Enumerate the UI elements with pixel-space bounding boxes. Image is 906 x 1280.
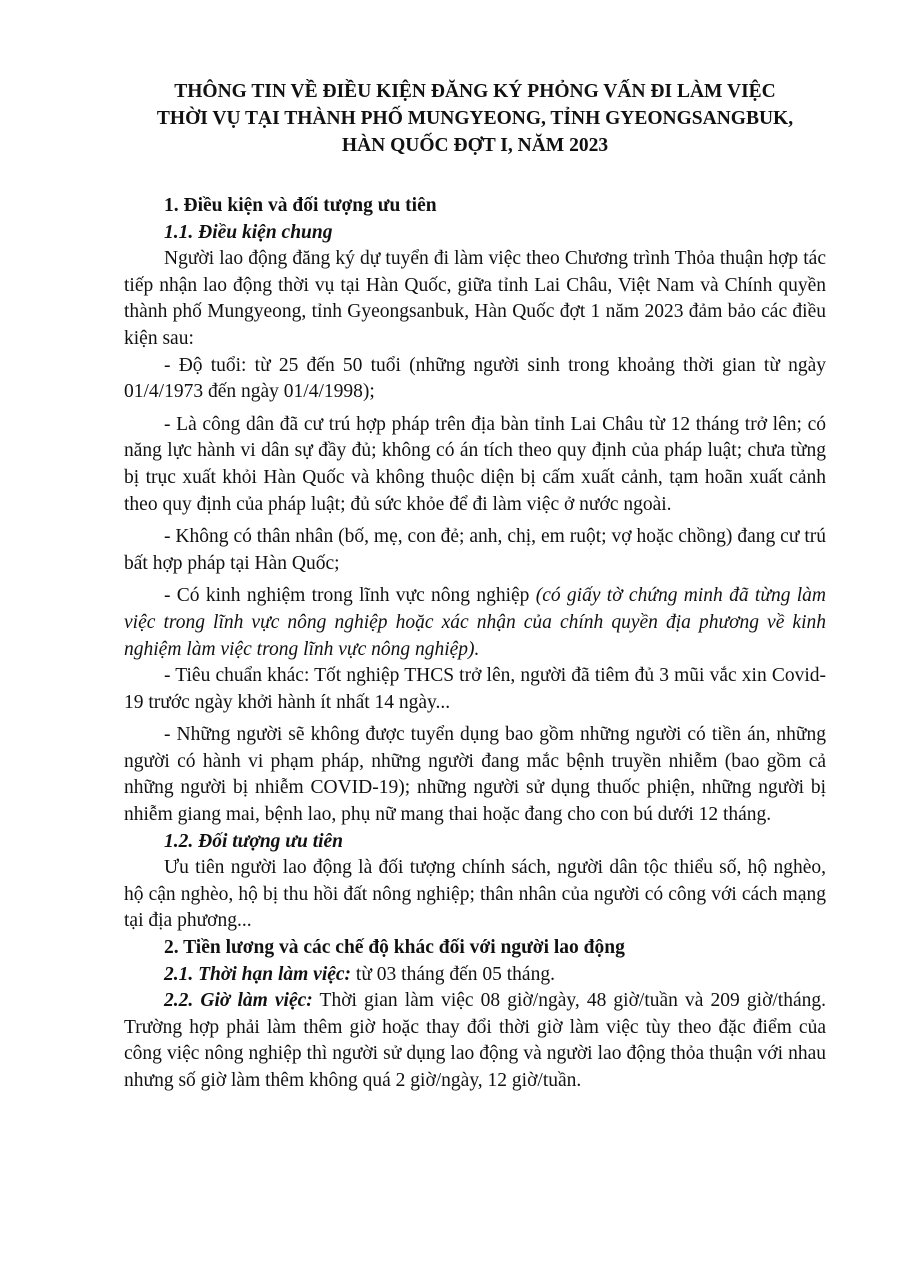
condition-other: - Tiêu chuẩn khác: Tốt nghiệp THCS trở lên, người đã tiêm đủ 3 mũi vắc xin Covid-19 trước ngày khởi hành ít nhất 14 ngày... <box>124 665 826 713</box>
work-term-label: 2.1. Thời hạn làm việc: <box>164 963 352 985</box>
condition-experience-note: (có giấy tờ chứng minh đã từng làm việc trong lĩnh vực nông nghiệp hoặc xác nhận của chính quyền địa phương về kinh nghiệm làm việc trong lĩnh vực nông nghiệp). <box>124 585 827 660</box>
condition-age: - Độ tuổi: từ 25 đến 50 tuổi (những người sinh trong khoảng thời gian từ ngày 01/4/1973 đến ngày 01/4/1998); <box>124 354 826 403</box>
condition-citizen: - Là công dân đã cư trú hợp pháp trên địa bàn tỉnh Lai Châu từ 12 tháng trở lên; có năng lực hành vi dân sự đầy đủ; không có án tích theo quy định của pháp luật; chưa từng bị trục xuất khỏi Hàn Quốc và không thuộc diện bị cấm xuất cảnh, tạm hoãn xuất cảnh theo quy định của pháp luật; đủ sức khỏe để đi làm việc ở nước ngoài. <box>124 413 826 515</box>
condition-relatives: - Không có thân nhân (bố, mẹ, con đẻ; anh, chị, em ruột; vợ hoặc chồng) đang cư trú bất hợp pháp tại Hàn Quốc; <box>124 526 826 574</box>
section-1-heading: 1. Điều kiện và đối tượng ưu tiên <box>164 195 437 216</box>
work-term-value: từ 03 tháng đến 05 tháng. <box>351 963 555 985</box>
condition-experience <box>124 583 826 663</box>
section-1-1-heading: 1.1. Điều kiện chung <box>164 221 333 243</box>
work-hours <box>124 988 826 1094</box>
priority-body: Ưu tiên người lao động là đối tượng chính sách, người dân tộc thiểu số, hộ nghèo, hộ cận nghèo, hộ bị thu hồi đất nông nghiệp; thân nhân của người có công với cách mạng tại địa phương... <box>124 857 826 932</box>
document-page <box>124 78 826 1095</box>
title-line-2: THỜI VỤ TẠI THÀNH PHỐ MUNGYEONG, TỈNH GYEONGSANGBUK, <box>156 108 794 129</box>
work-term <box>124 962 826 989</box>
document-title <box>124 78 826 159</box>
work-hours-label: 2.2. Giờ làm việc: <box>164 990 313 1012</box>
section-1-2-heading: 1.2. Đối tượng ưu tiên <box>164 830 344 852</box>
general-conditions-intro: Người lao động đăng ký dự tuyển đi làm việc theo Chương trình Thỏa thuận hợp tác tiếp nhận lao động thời vụ tại Hàn Quốc, giữa tỉnh Lai Châu, Việt Nam và Chính quyền thành phố Mungyeong, tỉnh Gyeongsanbuk, Hàn Quốc đợt 1 năm 2023 đảm bảo các điều kiện sau: <box>124 248 826 349</box>
work-hours-value: Thời gian làm việc 08 giờ/ngày, 48 giờ/tuần và 209 giờ/tháng. Trường hợp phải làm thêm giờ hoặc thay đổi thời giờ làm việc tùy theo đặc điểm của công việc nông nghiệp thì người sử dụng lao động và người lao động thỏa thuận với nhau nhưng số giờ làm thêm không quá 2 giờ/ngày, 12 giờ/tuần. <box>124 990 826 1091</box>
section-2-heading: 2. Tiền lương và các chế độ khác đối với người lao động <box>164 937 625 959</box>
condition-excluded: - Những người sẽ không được tuyển dụng bao gồm những người có tiền án, những người có hành vi phạm pháp, những người đang mắc bệnh truyền nhiễm (bao gồm cả những người bị nhiễm COVID-19); những người sử dụng thuốc phiện, những người bị nhiễm giang mai, bệnh lao, phụ nữ mang thai hoặc đang cho con bú dưới 12 tháng. <box>124 724 826 826</box>
condition-experience-text: - Có kinh nghiệm trong lĩnh vực nông nghiệp <box>164 585 536 607</box>
title-line-1: THÔNG TIN VỀ ĐIỀU KIỆN ĐĂNG KÝ PHỎNG VẤN ĐI LÀM VIỆC <box>174 81 776 102</box>
title-line-3: HÀN QUỐC ĐỢT I, NĂM 2023 <box>341 135 609 156</box>
